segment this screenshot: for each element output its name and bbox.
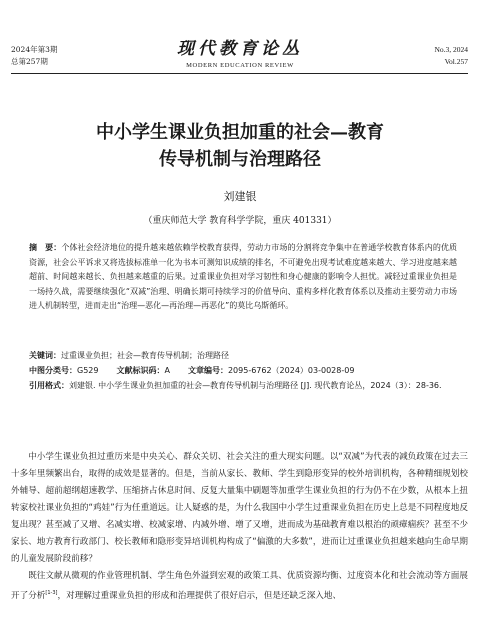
body-paragraph-1: 中小学生课业负担过重历来是中央关心、群众关切、社会关注的重大现实问题。以“双减”为代表的减负政策在过去三十多年里频繁出台，取得的成效是显著的。但是，当前从家长、教师、学生到隐形变异的校外培训机构，各种精细规划校外辅导、超前超纲超速教学、压缩挤占休息时间、反复大量集中刷题等加重学生课业负担的行为仍不在少数，从根本上扭转家校社课业负担的“鸡娃”行为任重道远。让人疑惑的是，为什么我国中小学生过重课业负担在历史上总是不同程度地反复出现？甚至减了又增、名减实增、校减家增、内减外增、增了又增，进而成为基础教育难以根治的顽瘴痼疾？甚至不少家长、地方教育行政部门、校长教师和隐形变异培训机构构成了“偏激的大多数”，进而让过重课业负担越来越向生命早期的儿童发展阶段前移？ xyxy=(11,452,468,564)
citation xyxy=(29,379,457,393)
doc-code-label: 文献标识码： xyxy=(116,366,165,375)
keywords-label: 关键词： xyxy=(29,351,61,360)
volume-en: Vol.257 xyxy=(444,57,468,66)
header-rule xyxy=(11,73,468,74)
clc-value: G529 xyxy=(77,366,99,375)
article-no-value: 2095-6762（2024）03-0028-09 xyxy=(227,366,355,375)
affiliation: （重庆师范大学 教育科学学院，重庆 401331） xyxy=(143,216,337,226)
issue-cn: 2024年第3期 xyxy=(11,45,58,54)
para2-text-a: 既往文献从微观的作业管理机制、学生角色外溢到宏观的政策工具、优质资源均衡、过度资本化和社会流动等方面展开了分析 xyxy=(11,571,468,601)
doc-code-value: A xyxy=(164,366,170,375)
article-body xyxy=(11,449,468,605)
title-line-2: 传导机制与治理路径 xyxy=(159,149,321,170)
clc-label: 中图分类号： xyxy=(29,366,77,375)
journal-logo: 现代教育论丛 xyxy=(177,39,303,59)
citation-label: 引用格式： xyxy=(29,381,69,390)
para2-text-b: ，对理解过重课业负担的形成和治理提供了很好启示，但是还缺乏深入地、 xyxy=(57,590,342,601)
classification-row xyxy=(29,364,457,378)
journal-name-en: MODERN EDUCATION REVIEW xyxy=(186,62,294,69)
citation-ref: [1-3] xyxy=(45,590,58,596)
article-title xyxy=(0,119,480,173)
article-no-label: 文章编号： xyxy=(187,366,228,375)
header-right xyxy=(434,44,468,68)
title-line-1: 中小学生课业负担加重的社会—教育 xyxy=(96,122,384,143)
abstract-text: 个体社会经济地位的提升越来越依赖学校教育获得，劳动力市场的分割将竞争集中在普通学校教育体系内的优质资源，社会公平诉求又将选拔标准单一化为书本可测知识成绩的排名，不可避免出现考试难度越来越大、学习进度越来越超前、时间越来越长、负担越来越重的后果。过重课业负担对学习韧性和身心健康的影响令人担忧。减轻过重课业负担是一场持久战，需要继续强化“双减”治理、明确长期可持续学习的价值导向、重构多样化教育体系以及推动主要劳动力市场进人机制转型，进而走出“治理—恶化—再治理—再恶化”的莫比乌斯循环。 xyxy=(29,243,457,310)
total-issue-cn: 总第257期 xyxy=(11,57,48,66)
body-paragraph-2 xyxy=(11,568,468,605)
keywords xyxy=(29,349,457,363)
author: 刘建银 xyxy=(223,190,257,203)
citation-text: 刘建银. 中小学生课业负担加重的社会—教育传导机制与治理路径 [J]. 现代教育论丛，2024（3）：28-36. xyxy=(69,381,442,390)
abstract-label: 摘 要： xyxy=(29,243,62,252)
header-center xyxy=(0,34,480,69)
abstract xyxy=(29,241,457,314)
issue-en: No.3, 2024 xyxy=(434,45,468,54)
keywords-text: 过重课业负担；社会—教育传导机制；治理路径 xyxy=(61,351,229,360)
